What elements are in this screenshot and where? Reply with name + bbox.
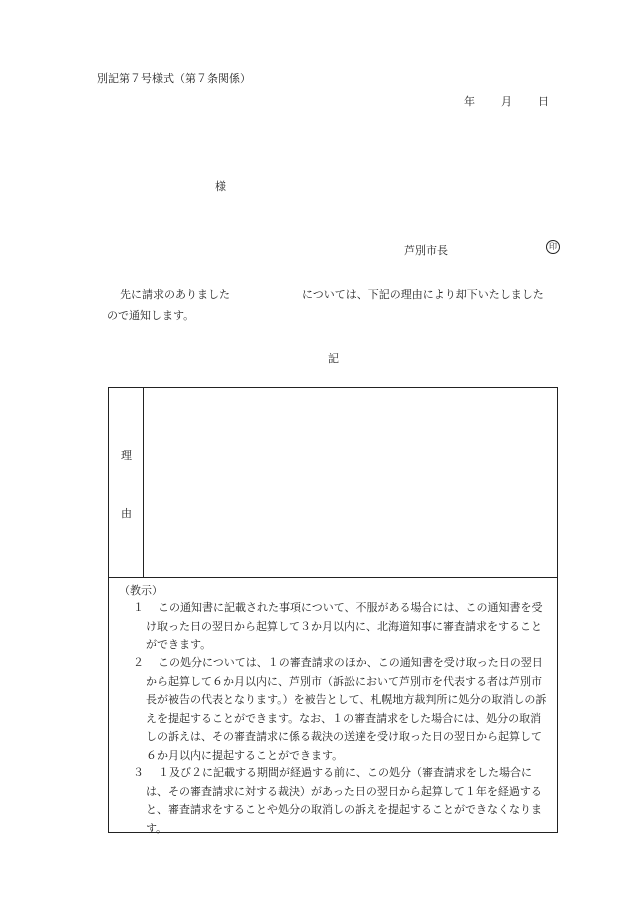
notice-item-3-number: ３ — [133, 766, 144, 779]
body-line-1-before: 先に請求のありました — [120, 288, 230, 301]
recipient-suffix: 様 — [215, 180, 226, 193]
notice-item-3 — [130, 764, 550, 838]
date-month-label: 月 — [501, 95, 512, 108]
body-line-2: ので通知します。 — [107, 309, 195, 322]
date-day-label: 日 — [538, 95, 549, 108]
ki-heading: 記 — [328, 352, 339, 365]
issuer-title: 芦別市長 — [404, 244, 448, 257]
body-line-1-after: については、下記の理由により却下いたしました — [302, 288, 544, 301]
form-table — [108, 387, 558, 833]
reason-content-cell — [144, 388, 557, 577]
reason-label-char-2: 由 — [121, 507, 132, 520]
notice-item-1-number: １ — [133, 601, 144, 614]
reason-label-cell — [109, 388, 144, 577]
form-number: 別記第７号様式（第７条関係） — [97, 72, 251, 85]
notice-item-2-text: この処分については、１の審査請求のほか、この通知書を受け取った日の翌日から起算して６か月以内に、芦別市（訴訟において芦別市を代表する者は芦別市長が被告の代表となります。）を被告として、札幌地方裁判所に処分の取消しの訴えを提起することができます。なお、１の審査請求をした場合には、処分の取消しの訴えは、その審査請求に係る裁決の送達を受け取った日の翌日から起算して６か月以内に提起することができます。 — [146, 656, 547, 762]
notice-item-1-text: この通知書に記載された事項について、不服がある場合には、この通知書を受け取った日の翌日から起算して３か月以内に、北海道知事に審査請求をすることができます。 — [146, 601, 543, 651]
body-line-1 — [120, 286, 544, 302]
notice-item-1 — [130, 599, 550, 655]
notice-item-3-text: １及び２に記載する期間が経過する前に、この処分（審査請求をした場合には、その審査請求に対する裁決）があった日の翌日から起算して１年を経過すると、審査請求をすることや処分の取消しの訴えを提起することができなくなります。 — [146, 766, 542, 835]
seal-icon: 印 — [546, 240, 560, 254]
date-year-label: 年 — [464, 95, 475, 108]
notice-item-2-number: ２ — [133, 656, 144, 669]
reason-label-char-1: 理 — [121, 449, 132, 462]
notice-item-2 — [130, 654, 550, 765]
date-line — [464, 93, 549, 109]
reason-row — [109, 388, 557, 578]
notice-title: （教示） — [119, 584, 163, 597]
